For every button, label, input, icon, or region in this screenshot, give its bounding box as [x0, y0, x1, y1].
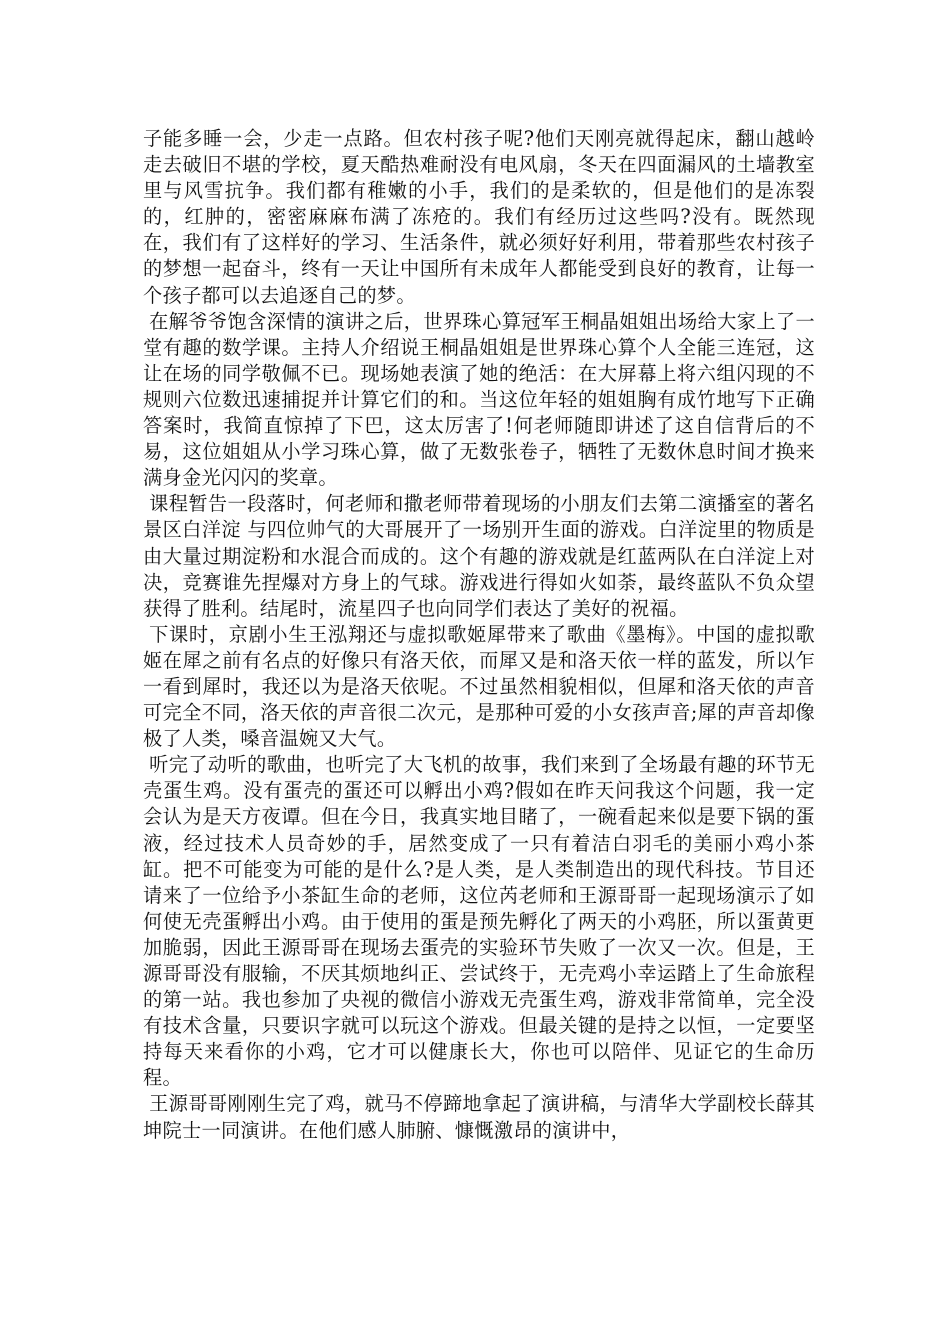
paragraph-shellless-egg: 听完了动听的歌曲，也听完了大飞机的故事，我们来到了全场最有趣的环节无壳蛋生鸡。没有蛋壳的蛋还可以孵出小鸡?假如在昨天问我这个问题，我一定会认为是天方夜谭。但在今日，我真实地目睹了，一碗看起来似是要下锅的蛋液，经过技术人员奇妙的手，居然变成了一只有着洁白羽毛的美丽小鸡小茶缸。把不可能变为可能的是什么?是人类，是人类制造出的现代科技。节目还请来了一位给予小茶缸生命的老师，这位芮老师和王源哥哥一起现场演示了如何使无壳蛋孵出小鸡。由于使用的蛋是预先孵化了两天的小鸡胚，所以蛋黄更加脆弱，因此王源哥哥在现场去蛋壳的实验环节失败了一次又一次。但是，王源哥哥没有服输，不厌其烦地纠正、尝试终于，无壳鸡小幸运踏上了生命旅程的第一站。我也参加了央视的微信小游戏无壳蛋生鸡，游戏非常简单，完全没有技术含量，只要识字就可以玩这个游戏。但最关键的是持之以恒，一定要坚持每天来看你的小鸡，它才可以健康长大，你也可以陪伴、见证它的生命历程。: [143, 753, 815, 1090]
paragraph-continuation: 子能多睡一会，少走一点路。但农村孩子呢?他们天刚亮就得起床，翻山越岭走去破旧不堪的学校，夏天酷热难耐没有电风扇，冬天在四面漏风的土墙教室里与风雪抗争。我们都有稚嫩的小手，我们的是柔软的，但是他们的是冻裂的，红肿的，密密麻麻布满了冻疮的。我们有经历过这些吗?没有。既然现在，我们有了这样好的学习、生活条件，就必须好好利用，带着那些农村孩子的梦想一起奋斗，终有一天让中国所有未成年人都能受到良好的教育，让每一个孩子都可以去追逐自己的梦。: [143, 127, 815, 307]
paragraph-abacus-champion: 在解爷爷饱含深情的演讲之后，世界珠心算冠军王桐晶姐姐出场给大家上了一堂有趣的数学课。主持人介绍说王桐晶姐姐是世界珠心算个人全能三连冠，这让在场的同学敬佩不已。现场她表演了她的绝活：在大屏幕上将六组闪现的不规则六位数迅速捕捉并计算它们的和。当这位年轻的姐姐胸有成竹地写下正确答案时，我简直惊掉了下巴，这太厉害了!何老师随即讲述了这自信背后的不易，这位姐姐从小学习珠心算，做了无数张卷子，牺牲了无数休息时间才换来满身金光闪闪的奖章。: [143, 309, 815, 490]
paragraph-speech: 王源哥哥刚刚生完了鸡，就马不停蹄地拿起了演讲稿，与清华大学副校长薛其坤院士一同演讲。在他们感人肺腑、慷慨激昂的演讲中，: [143, 1092, 815, 1142]
paragraph-virtual-singer: 下课时，京剧小生王泓翔还与虚拟歌姬犀带来了歌曲《墨梅》。中国的虚拟歌姬在犀之前有名点的好像只有洛天依，而犀又是和洛天依一样的蓝发，所以乍一看到犀时，我还以为是洛天依呢。不过虽然相貌相似，但犀和洛天依的声音可完全不同，洛天依的声音很二次元，是那种可爱的小女孩声音;犀的声音却像极了人类，嗓音温婉又大气。: [143, 622, 815, 751]
document-body: [143, 126, 815, 1144]
paragraph-baiyangdian-game: 课程暂告一段落时，何老师和撒老师带着现场的小朋友们去第二演播室的著名景区白洋淀 与四位帅气的大哥展开了一场别开生面的游戏。白洋淀里的物质是由大量过期淀粉和水混合而成的。这个有趣的游戏就是红蓝两队在白洋淀上对决，竞赛谁先捏爆对方身上的气球。游戏进行得如火如荼，最终蓝队不负众望获得了胜利。结尾时，流星四子也向同学们表达了美好的祝福。: [143, 492, 815, 620]
